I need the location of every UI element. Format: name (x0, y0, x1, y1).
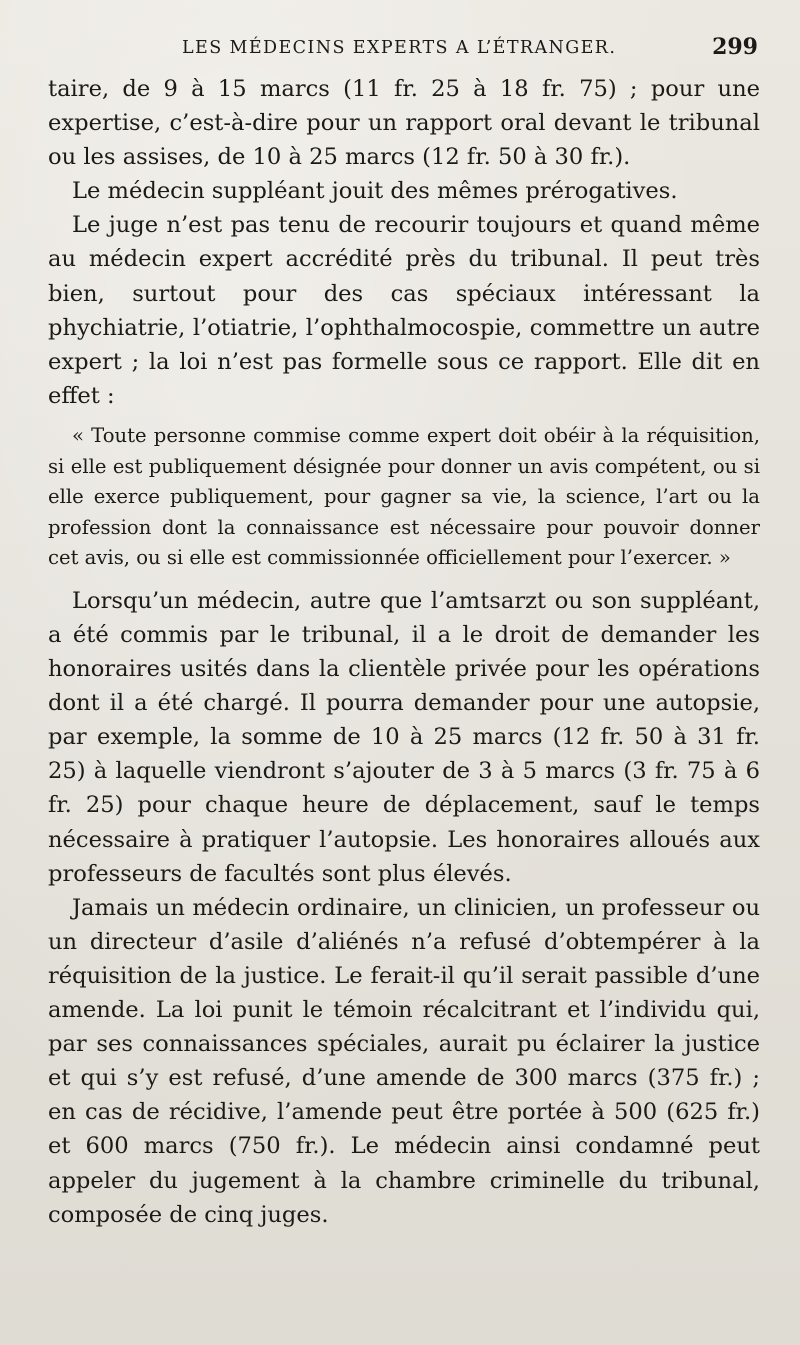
block-quote-law: « Toute personne commise comme expert doit obéir à la réquisition, si elle est publiquement désignée pour donner un avis compétent, ou si elle exerce publiquement, pour gagner sa vie, la science, l’art ou la profession dont la connaissance est nécessaire pour pouvoir donner cet avis, ou si elle est commissionnée officiellement pour l’exercer. » (48, 423, 760, 570)
paragraph-juge: Le juge n’est pas tenu de recourir toujours et quand même au médecin expert accrédité près du tribunal. Il peut très bien, surtout pour des cas spéciaux intéressant la phychiatrie, l’otiatrie, l’ophthalmocospie, commettre un autre expert ; la loi n’est pas formelle sous ce rapport. Elle dit en effet : (48, 212, 760, 409)
running-title: LES MÉDECINS EXPERTS A L’ÉTRANGER. (182, 38, 617, 58)
paragraph-suppleant: Le médecin suppléant jouit des mêmes prérogatives. (72, 178, 678, 205)
paragraph-amende: Jamais un médecin ordinaire, un clinicien, un professeur ou un directeur d’asile d’aliénés n’a refusé d’obtempérer à la réquisition de la justice. Le ferait-il qu’il serait passible d’une amende. La loi punit le témoin récalcitrant et l’individu qui, par ses connaissances spéciales, aurait pu éclairer la justice et qui s’y est refusé, d’une amende de 300 marcs (375 fr.) ; en cas de récidive, l’amende peut être portée à 500 (625 fr.) et 600 marcs (750 fr.). Le médecin ainsi condamné peut appeler du jugement à la chambre criminelle du tribunal, composée de cinq juges. (48, 894, 760, 1228)
paragraph-honoraires: Lorsqu’un médecin, autre que l’amtsarzt ou son suppléant, a été commis par le tribunal, il a le droit de demander les honoraires usités dans la clientèle privée pour les opérations dont il a été chargé. Il pourra demander pour une autopsie, par exemple, la somme de 10 à 25 marcs (12 fr. 50 à 31 fr. 25) à laquelle viendront s’ajouter de 3 à 5 marcs (3 fr. 75 à 6 fr. 25) pour chaque heure de déplacement, sauf le temps nécessaire à pratiquer l’autopsie. Les honoraires alloués aux professeurs de facultés sont plus élevés. (48, 587, 760, 887)
page-number: 299 (712, 34, 758, 60)
body-text (48, 72, 760, 1232)
paragraph-continuation: taire, de 9 à 15 marcs (11 fr. 25 à 18 fr. 75) ; pour une expertise, c’est-à-dire pour un rapport oral devant le tribunal ou les assises, de 10 à 25 marcs (12 fr. 50 à 30 fr.). (48, 76, 760, 171)
running-head (48, 34, 758, 64)
